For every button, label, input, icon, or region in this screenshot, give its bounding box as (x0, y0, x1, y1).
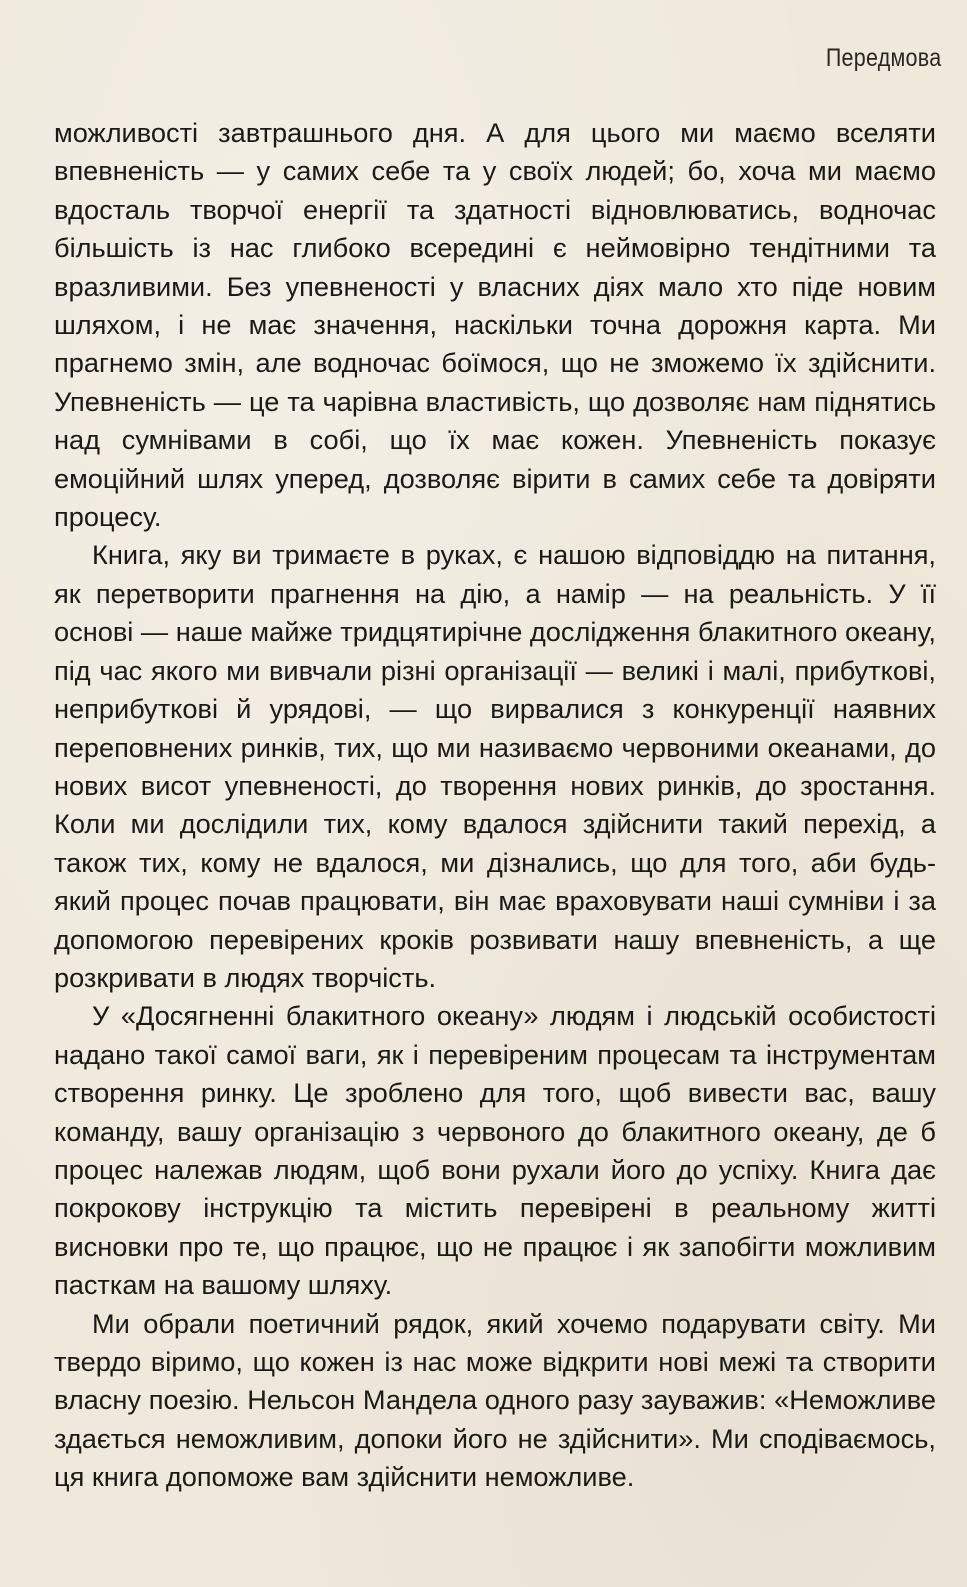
paragraph-4: Ми обрали поетичний рядок, який хочемо подарувати світу. Ми твердо віримо, що кожен із нас може відкрити нові межі та створити власну поезію. Нельсон Мандела одного разу зауважив: «Неможливе здається неможливим, допоки його не здійснити». Ми сподіваємось, ця книга допоможе вам здійснити неможливе. (54, 1307, 936, 1493)
paragraph-2: Книга, яку ви тримаєте в руках, є нашою відповіддю на питання, як перетворити прагнення на дію, а намір — на реальність. У її основі — наше майже тридцятирічне дослідження блакитного океану, під час якого ми вивчали різні організації — великі і малі, прибуткові, неприбуткові й урядові, — що вирвалися з конкуренції наявних переповнених ринків, тих, що ми називаємо червоними океанами, до нових висот упевненості, до творення нових ринків, до зростання. Коли ми дослідили тих, кому вдалося здійснити такий перехід, а також тих, кому не вдалося, ми дізнались, що для того, аби будь-який процес почав працювати, він має враховувати наші сумніви і за допомогою перевірених кроків розвивати нашу впевненість, а ще розкривати в людях творчість. (54, 539, 936, 993)
paragraph-3: У «Досягненні блакитного океану» людям і людській особистості надано такої самої ваги, як і перевіреним процесам та інструментам створення ринку. Це зроблено для того, щоб вивести вас, вашу команду, вашу організацію з червоного до блакитного океану, де б процес належав людям, щоб вони рухали його до успіху. Книга дає покрокову інструкцію та містить перевірені в реальному житті висновки про те, що працює, що не працює і як запобігти можливим пасткам на вашому шляху. (54, 1000, 936, 1301)
running-head-title: Передмова (825, 44, 941, 72)
paragraph-1: можливості завтрашнього дня. А для цього ми маємо вселяти впевненість — у самих себе та у своїх людей; бо, хоча ми маємо вдосталь творчої енергії та здатності відновлюватись, водночас більшість із нас глибоко всередині є неймовірно тендітними та вразливими. Без упевненості у власних діях мало хто піде новим шляхом, і не має значення, наскільки точна дорожня карта. Ми прагнемо змін, але водночас боїмося, що не зможемо їх здійснити. Упевненість — це та чарівна властивість, що дозволяє нам піднятись над сумнівами в собі, що їх має кожен. Упевненість показує емоційний шлях уперед, дозволяє вірити в самих себе та довіряти процесу. (54, 117, 936, 533)
body-text (54, 114, 936, 1497)
